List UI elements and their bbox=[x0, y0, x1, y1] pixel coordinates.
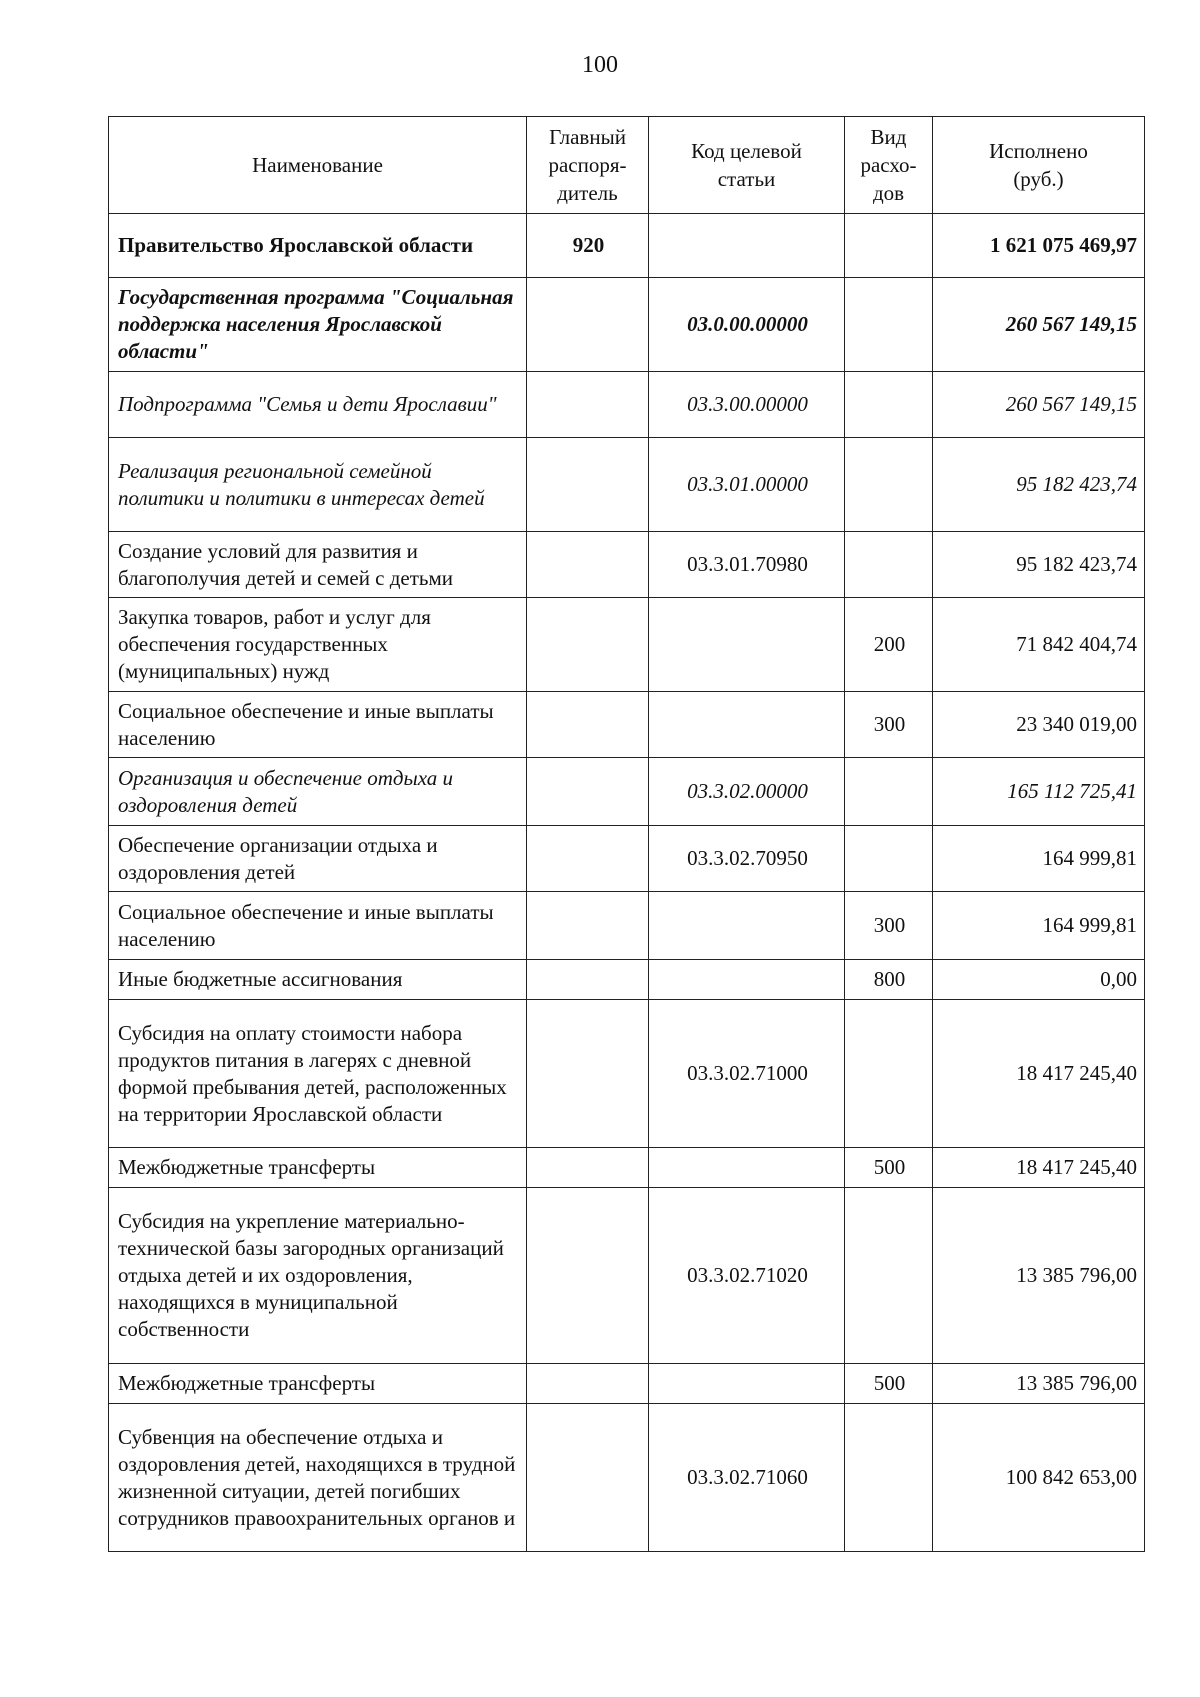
header-code bbox=[649, 117, 845, 214]
header-code-label: Код целевой статьи bbox=[691, 139, 802, 191]
cell-kind bbox=[845, 532, 933, 598]
cell-code: 03.3.02.71060 bbox=[649, 1404, 845, 1552]
cell-name: Реализация региональной семейной политики и политики в интересах детей bbox=[109, 438, 527, 532]
cell-manager bbox=[527, 1364, 649, 1404]
table-row bbox=[109, 438, 1145, 532]
table-row bbox=[109, 278, 1145, 372]
cell-name: Обеспечение организации отдыха и оздоровления детей bbox=[109, 826, 527, 892]
cell-amount: 23 340 019,00 bbox=[933, 692, 1145, 758]
page-number: 100 bbox=[582, 52, 618, 78]
cell-name: Субвенция на обеспечение отдыха и оздоровления детей, находящихся в трудной жизненной ситуации, детей погибших сотрудников правоохранительных органов и bbox=[109, 1404, 527, 1552]
cell-kind bbox=[845, 214, 933, 278]
cell-kind: 500 bbox=[845, 1148, 933, 1188]
cell-name: Межбюджетные трансферты bbox=[109, 1148, 527, 1188]
cell-amount: 13 385 796,00 bbox=[933, 1188, 1145, 1364]
cell-kind bbox=[845, 438, 933, 532]
cell-amount: 1 621 075 469,97 bbox=[933, 214, 1145, 278]
cell-kind: 300 bbox=[845, 892, 933, 960]
cell-kind bbox=[845, 826, 933, 892]
cell-name: Закупка товаров, работ и услуг для обеспечения государственных (муниципальных) нужд bbox=[109, 598, 527, 692]
cell-code: 03.3.02.70950 bbox=[649, 826, 845, 892]
cell-code: 03.3.01.00000 bbox=[649, 438, 845, 532]
cell-amount: 71 842 404,74 bbox=[933, 598, 1145, 692]
cell-code bbox=[649, 892, 845, 960]
cell-manager bbox=[527, 1404, 649, 1552]
cell-code: 03.3.01.70980 bbox=[649, 532, 845, 598]
cell-kind: 200 bbox=[845, 598, 933, 692]
table-row bbox=[109, 892, 1145, 960]
cell-code: 03.3.02.71000 bbox=[649, 1000, 845, 1148]
cell-kind: 300 bbox=[845, 692, 933, 758]
header-amount bbox=[933, 117, 1145, 214]
cell-kind: 800 bbox=[845, 960, 933, 1000]
cell-manager bbox=[527, 692, 649, 758]
table-row bbox=[109, 826, 1145, 892]
cell-manager bbox=[527, 1188, 649, 1364]
cell-name: Социальное обеспечение и иные выплаты населению bbox=[109, 892, 527, 960]
cell-amount: 164 999,81 bbox=[933, 892, 1145, 960]
table-row bbox=[109, 692, 1145, 758]
cell-code bbox=[649, 1364, 845, 1404]
cell-amount: 13 385 796,00 bbox=[933, 1364, 1145, 1404]
cell-amount: 164 999,81 bbox=[933, 826, 1145, 892]
table-row bbox=[109, 214, 1145, 278]
table-row bbox=[109, 758, 1145, 826]
header-kind bbox=[845, 117, 933, 214]
cell-amount: 260 567 149,15 bbox=[933, 278, 1145, 372]
cell-name: Иные бюджетные ассигнования bbox=[109, 960, 527, 1000]
cell-code: 03.0.00.00000 bbox=[649, 278, 845, 372]
cell-amount: 95 182 423,74 bbox=[933, 532, 1145, 598]
cell-manager bbox=[527, 758, 649, 826]
cell-manager bbox=[527, 1148, 649, 1188]
header-kind-label: Вид расхо- дов bbox=[860, 125, 917, 205]
cell-amount: 0,00 bbox=[933, 960, 1145, 1000]
cell-manager bbox=[527, 372, 649, 438]
header-manager bbox=[527, 117, 649, 214]
header-amount-label: Исполнено (руб.) bbox=[989, 139, 1088, 191]
table-row bbox=[109, 1404, 1145, 1552]
cell-manager bbox=[527, 826, 649, 892]
cell-manager: 920 bbox=[527, 214, 649, 278]
cell-manager bbox=[527, 1000, 649, 1148]
cell-code bbox=[649, 960, 845, 1000]
cell-manager bbox=[527, 438, 649, 532]
header-name bbox=[109, 117, 527, 214]
cell-name: Субсидия на оплату стоимости набора продуктов питания в лагерях с дневной формой пребывания детей, расположенных на территории Ярославской области bbox=[109, 1000, 527, 1148]
cell-manager bbox=[527, 960, 649, 1000]
cell-manager bbox=[527, 892, 649, 960]
cell-kind bbox=[845, 372, 933, 438]
table-row bbox=[109, 1000, 1145, 1148]
table-row bbox=[109, 960, 1145, 1000]
cell-code bbox=[649, 598, 845, 692]
cell-code bbox=[649, 692, 845, 758]
cell-name: Государственная программа "Социальная поддержка населения Ярославской области" bbox=[109, 278, 527, 372]
cell-code: 03.3.00.00000 bbox=[649, 372, 845, 438]
cell-name: Организация и обеспечение отдыха и оздоровления детей bbox=[109, 758, 527, 826]
cell-name: Правительство Ярославской области bbox=[109, 214, 527, 278]
table-row bbox=[109, 532, 1145, 598]
header-manager-label: Главный распоря- дитель bbox=[548, 125, 627, 205]
table-row bbox=[109, 372, 1145, 438]
header-name-label: Наименование bbox=[252, 153, 383, 177]
budget-execution-table bbox=[108, 116, 1145, 1552]
cell-manager bbox=[527, 598, 649, 692]
cell-manager bbox=[527, 278, 649, 372]
cell-name: Субсидия на укрепление материально-технической базы загородных организаций отдыха детей и их оздоровления, находящихся в муниципальной собственности bbox=[109, 1188, 527, 1364]
cell-kind: 500 bbox=[845, 1364, 933, 1404]
cell-kind bbox=[845, 1188, 933, 1364]
table-row bbox=[109, 598, 1145, 692]
cell-name: Создание условий для развития и благополучия детей и семей с детьми bbox=[109, 532, 527, 598]
table-row bbox=[109, 1364, 1145, 1404]
cell-amount: 100 842 653,00 bbox=[933, 1404, 1145, 1552]
cell-manager bbox=[527, 532, 649, 598]
cell-amount: 260 567 149,15 bbox=[933, 372, 1145, 438]
table-row bbox=[109, 1188, 1145, 1364]
cell-name: Межбюджетные трансферты bbox=[109, 1364, 527, 1404]
cell-code: 03.3.02.00000 bbox=[649, 758, 845, 826]
cell-kind bbox=[845, 278, 933, 372]
cell-kind bbox=[845, 1000, 933, 1148]
cell-amount: 165 112 725,41 bbox=[933, 758, 1145, 826]
cell-code bbox=[649, 1148, 845, 1188]
cell-name: Подпрограмма "Семья и дети Ярославии" bbox=[109, 372, 527, 438]
cell-kind bbox=[845, 758, 933, 826]
table-header-row bbox=[109, 117, 1145, 214]
cell-code: 03.3.02.71020 bbox=[649, 1188, 845, 1364]
cell-amount: 18 417 245,40 bbox=[933, 1000, 1145, 1148]
cell-kind bbox=[845, 1404, 933, 1552]
table-row bbox=[109, 1148, 1145, 1188]
cell-amount: 18 417 245,40 bbox=[933, 1148, 1145, 1188]
cell-name: Социальное обеспечение и иные выплаты населению bbox=[109, 692, 527, 758]
cell-amount: 95 182 423,74 bbox=[933, 438, 1145, 532]
cell-code bbox=[649, 214, 845, 278]
